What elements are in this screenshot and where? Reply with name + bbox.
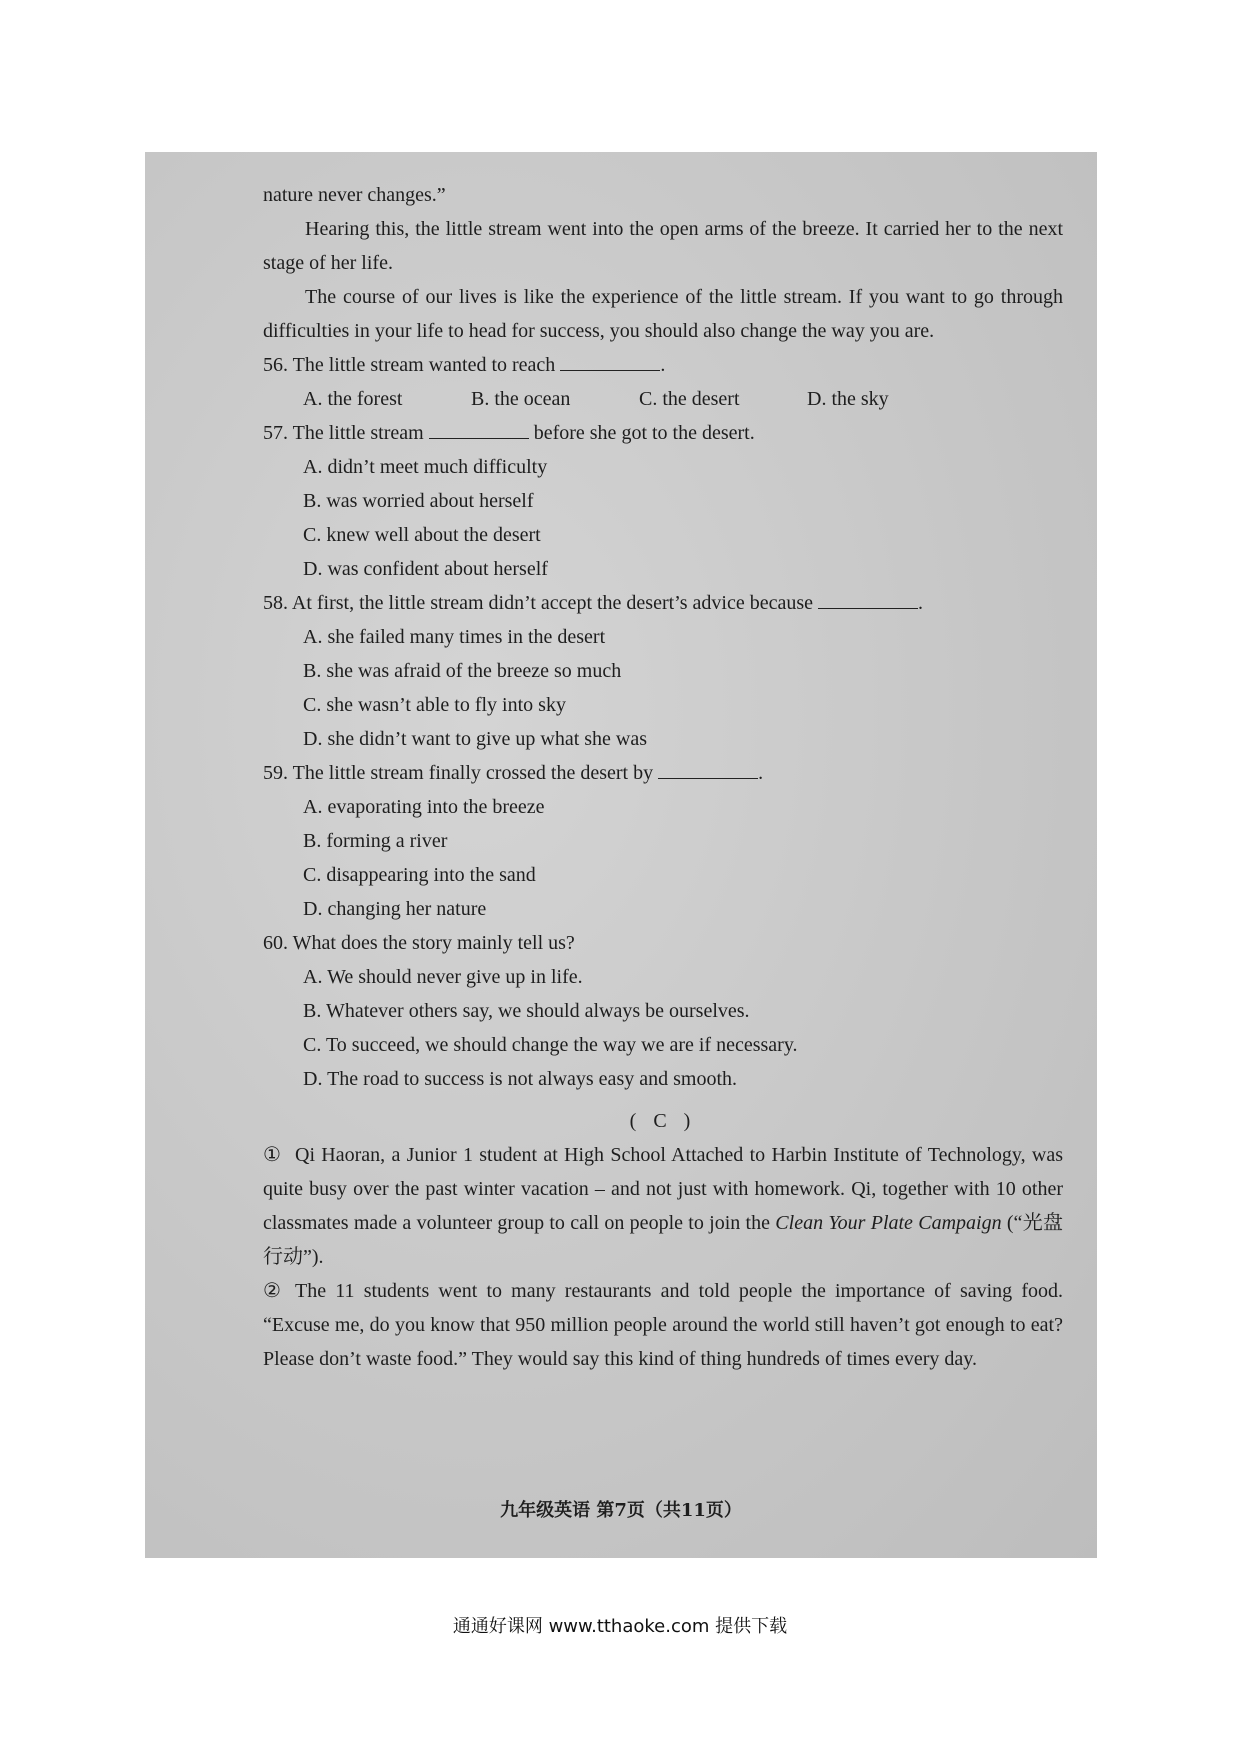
question-stem: 57. The little stream [263,422,424,444]
passage-end: nature never changes.” [263,184,446,206]
answer-blank [818,588,918,609]
option-c: C. knew well about the desert [303,524,541,546]
passage-paragraph-2: The course of our lives is like the experience of the little stream. If you want to go through difficulties in your life to head for success, you should also change the way you are. [263,286,1063,342]
question-56-options [263,382,1063,416]
paragraph-number: ① [263,1144,281,1166]
question-56: 56. The little stream wanted to reach . [263,348,1063,382]
question-60: 60. What does the story mainly tell us? [263,932,575,954]
option-a: A. she failed many times in the desert [303,626,606,648]
option-c: C. To succeed, we should change the way we are if necessary. [303,1034,798,1056]
answer-blank [560,350,660,371]
option-c: C. she wasn’t able to fly into sky [303,694,566,716]
option-d: D. the sky [807,388,889,410]
option-a: A. evaporating into the breeze [303,796,545,818]
scanned-page [145,152,1097,1558]
option-d: D. changing her nature [303,898,487,920]
passage-paragraph-1: Hearing this, the little stream went into the open arms of the breeze. It carried her to the next stage of her life. [263,218,1063,274]
paragraph-number: ② [263,1280,281,1302]
option-d: D. The road to success is not always easy and smooth. [303,1068,737,1090]
page-footer: 九年级英语 第7页（共11页） [500,1500,742,1521]
campaign-name: Clean Your Plate Campaign [775,1212,1002,1234]
option-c: C. the desert [639,388,740,410]
option-d: D. was confident about herself [303,558,548,580]
option-a: A. the forest [303,388,403,410]
question-59: 59. The little stream finally crossed the desert by . [263,756,1063,790]
option-b: B. forming a river [303,830,448,852]
question-stem: 58. At first, the little stream didn’t accept the desert’s advice because [263,592,813,614]
option-b: B. Whatever others say, we should always be ourselves. [303,1000,750,1022]
option-a: A. We should never give up in life. [303,966,583,988]
option-a: A. didn’t meet much difficulty [303,456,548,478]
question-57: 57. The little stream before she got to the desert. [263,416,1063,450]
question-stem: 59. The little stream finally crossed the desert by [263,762,654,784]
option-b: B. was worried about herself [303,490,534,512]
section-c-title: ( C ) [629,1110,697,1132]
page-content [263,178,1063,1376]
option-d: D. she didn’t want to give up what she was [303,728,648,750]
option-c: C. disappearing into the sand [303,864,536,886]
question-58: 58. At first, the little stream didn’t accept the desert’s advice because . [263,586,1063,620]
section-c-paragraph-2: ② The 11 students went to many restaurants and told people the importance of saving food. “Excuse me, do you know that 950 million people around the world still haven’t got enough to eat? Please don’t waste food.” They would say this kind of thing hundreds of times every day. [263,1274,1063,1376]
option-b: B. she was afraid of the breeze so much [303,660,622,682]
answer-blank [429,418,529,439]
section-c-paragraph-1: ① Qi Haoran, a Junior 1 student at High School Attached to Harbin Institute of Technology, was quite busy over the past winter vacation – and not just with homework. Qi, together with 10 other classmates made a volunteer group to call on people to join the Clean Your Plate Campaign (“光盘行动”). [263,1138,1063,1274]
option-b: B. the ocean [471,388,571,410]
source-caption: 通通好课网 www.tthaoke.com 提供下载 [452,1616,788,1637]
question-stem: 56. The little stream wanted to reach [263,354,556,376]
answer-blank [658,758,758,779]
